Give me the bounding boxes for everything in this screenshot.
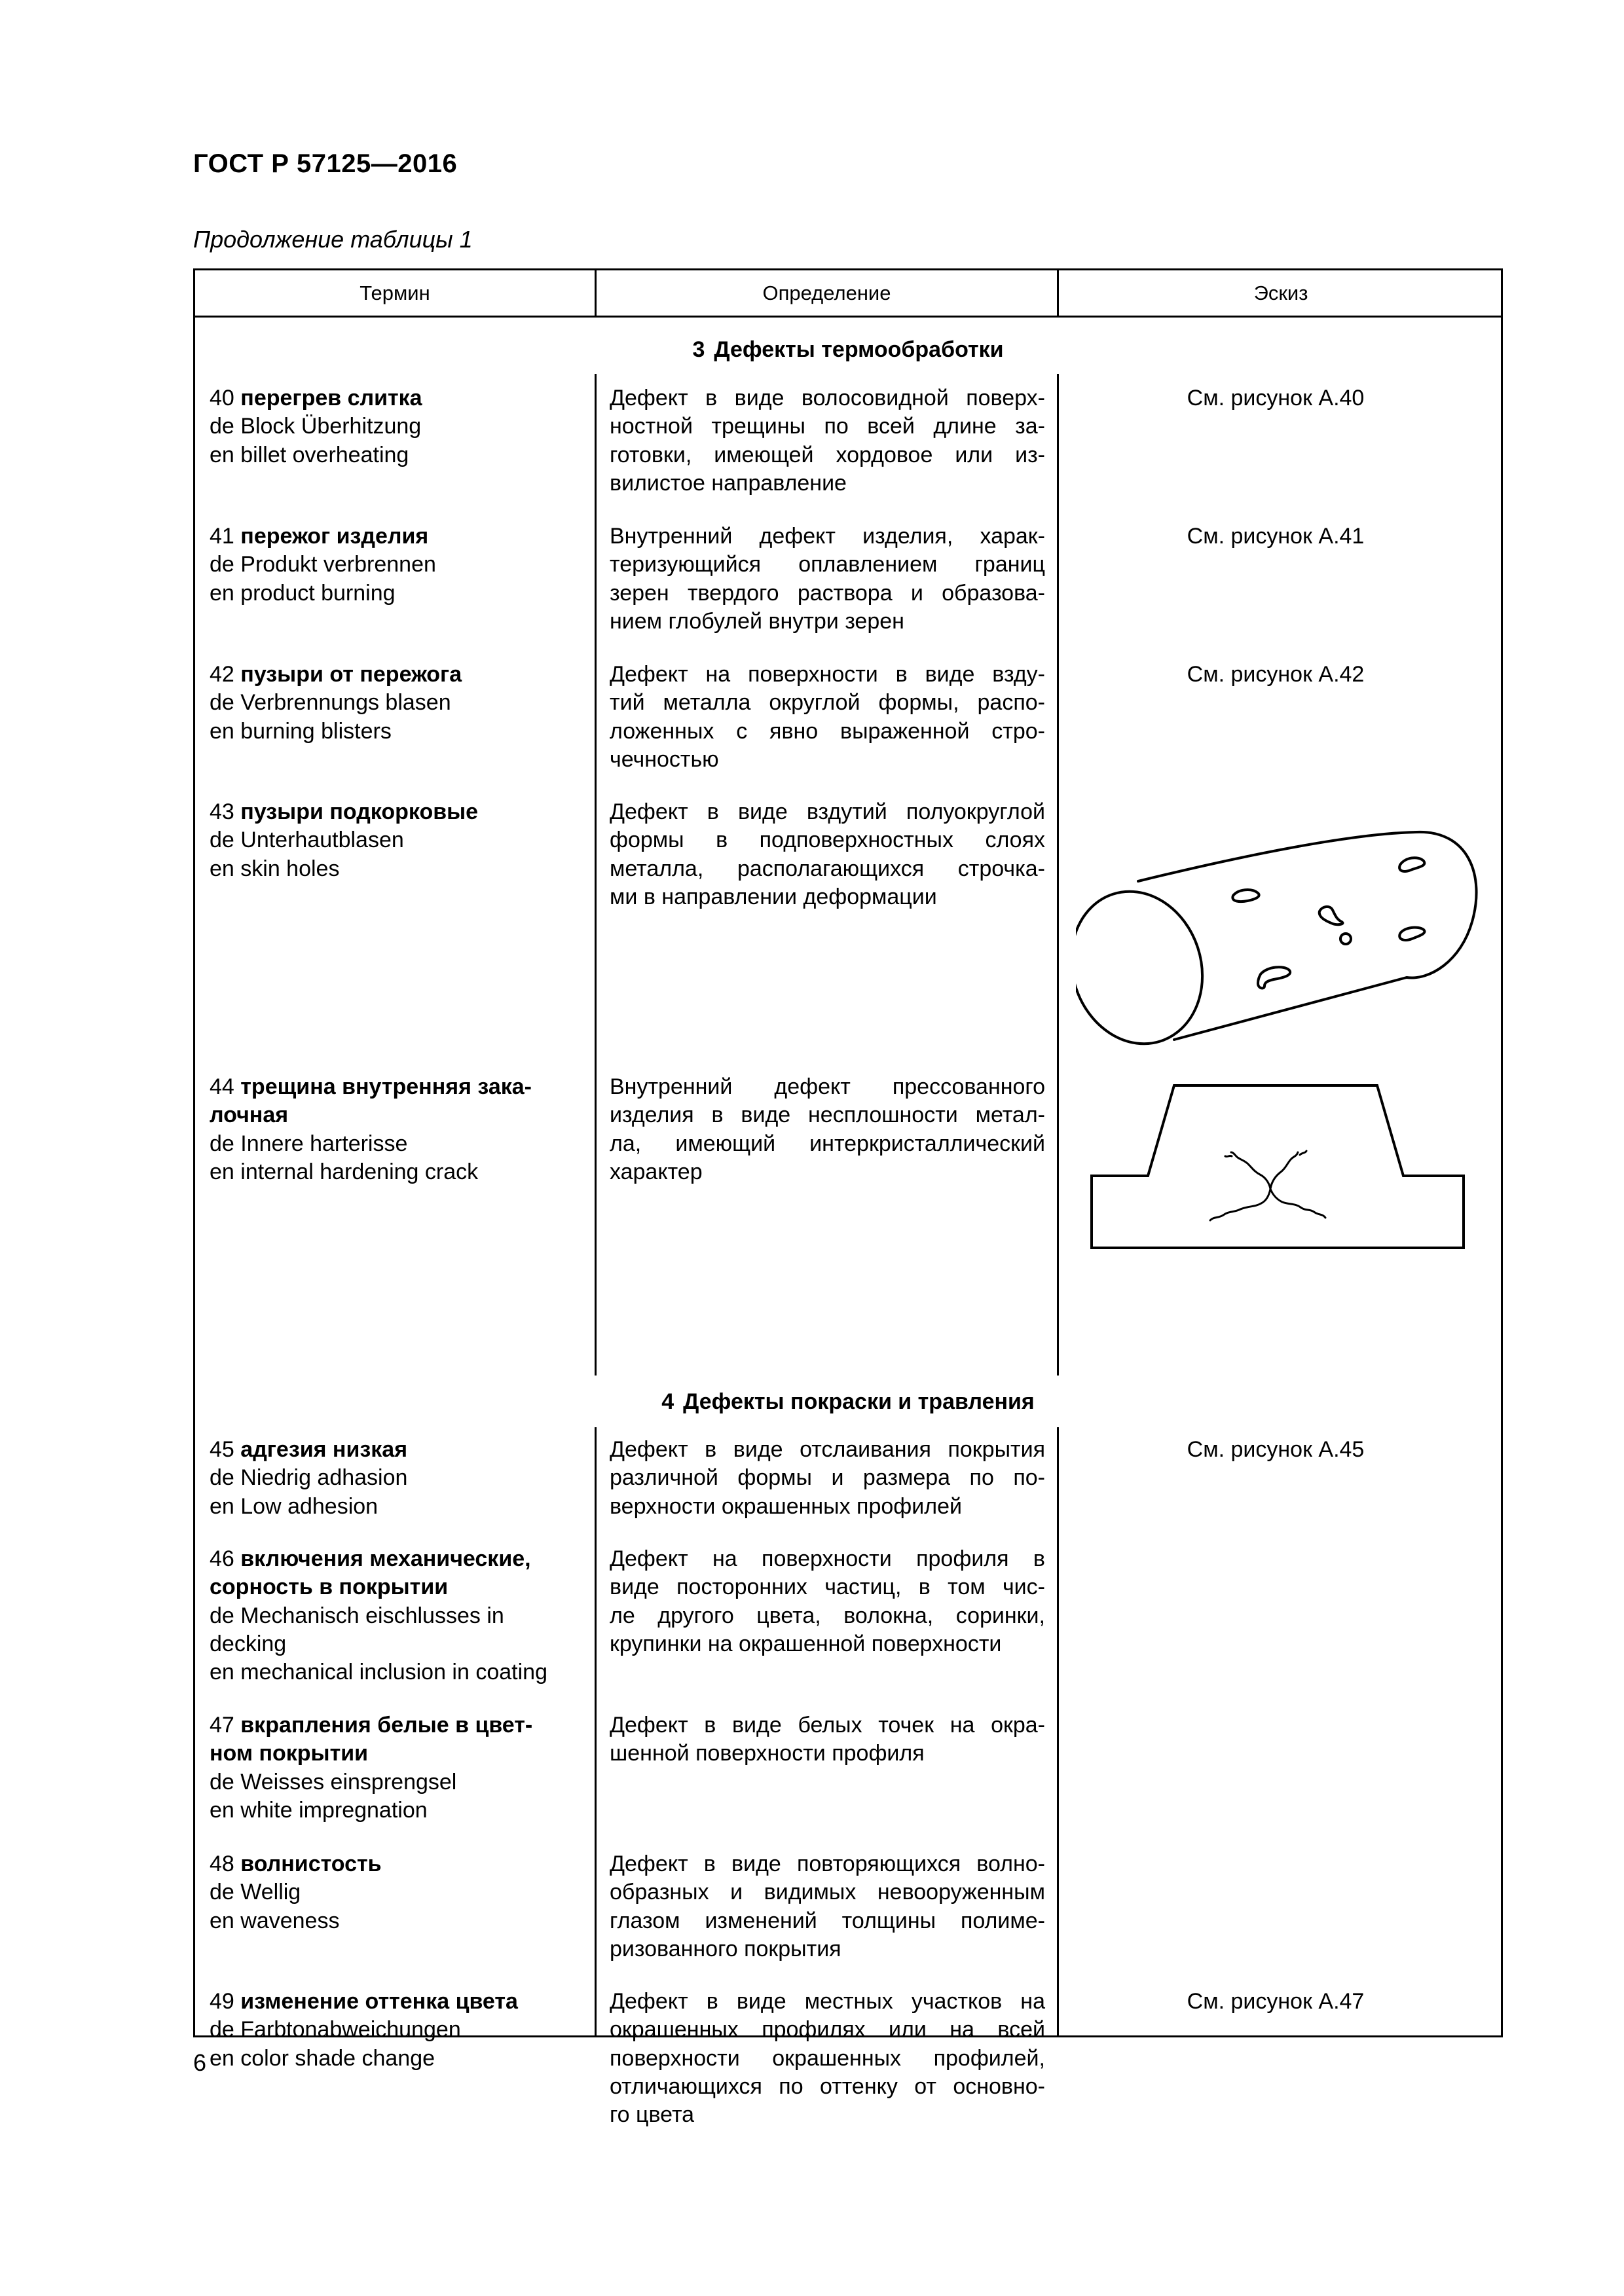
column-divider	[595, 270, 597, 318]
term-de: de Unterhautblasen	[210, 828, 404, 853]
term-en: en product burning	[210, 580, 396, 606]
skin-hole-mark	[1399, 858, 1424, 871]
term-name: адгезия низкая	[240, 1437, 408, 1462]
document-code: ГОСТ Р 57125—2016	[193, 149, 458, 178]
profile-outline	[1092, 1085, 1464, 1248]
definition-cell	[610, 1436, 1045, 1521]
section-number: 3	[692, 337, 705, 362]
term-en: en Low adhesion	[210, 1493, 378, 1519]
column-divider	[1057, 270, 1059, 318]
terms-table	[193, 268, 1503, 2128]
term-number: 42	[210, 662, 234, 687]
column-divider	[1057, 1427, 1059, 2037]
term-en: en billet overheating	[210, 442, 409, 467]
crack-mark	[1210, 1151, 1325, 1220]
skin-hole-mark	[1399, 928, 1424, 940]
term-de: de Produkt verbrennen	[210, 552, 436, 577]
section-name: Дефекты термообработки	[714, 337, 1004, 362]
term-en: en color shade change	[210, 2045, 435, 2071]
term-name-continued: лочная	[210, 1102, 289, 1128]
term-en: en mechanical inclusion in coating	[210, 1660, 547, 1685]
page-number: 6	[193, 2049, 207, 2076]
skin-hole-mark	[1258, 967, 1290, 988]
definition-line: зерен твердого раствора и образова-	[610, 580, 1045, 606]
definition-cell	[610, 1545, 1045, 1658]
definition-line: Дефект в виде повторяющихся волно-	[610, 1851, 1045, 1876]
term-cell	[210, 522, 584, 608]
cylinder-skin-holes-sketch	[1076, 830, 1482, 1046]
definition-cell	[610, 798, 1045, 911]
sketch-reference: См. рисунок А.45	[1187, 1437, 1365, 1462]
definition-cell	[610, 384, 1045, 498]
definition-line: ризованного покрытия	[610, 1936, 841, 1961]
term-number: 49	[210, 1989, 234, 2014]
section-name: Дефекты покраски и травления	[683, 1389, 1035, 1414]
definition-line: Дефект на поверхности в виде взду-	[610, 662, 1045, 687]
term-cell	[210, 798, 584, 883]
definition-cell	[610, 661, 1045, 774]
definition-cell	[610, 1850, 1045, 1963]
definition-cell	[610, 1988, 1045, 2129]
term-de: de Block Überhitzung	[210, 414, 422, 439]
term-name: пузыри от пережога	[240, 662, 462, 687]
definition-line: тий металла округлой формы, распо-	[610, 690, 1045, 716]
term-en: en burning blisters	[210, 718, 392, 744]
definition-line: го цвета	[610, 2102, 695, 2128]
skin-hole-mark	[1340, 934, 1351, 944]
term-name: перегрев слитка	[240, 386, 422, 410]
term-de: de Innere harterisse	[210, 1131, 408, 1156]
term-en: en skin holes	[210, 856, 340, 881]
term-name: вкрапления белые в цвет-	[240, 1713, 533, 1738]
definition-line: Внутренний дефект прессованного	[610, 1074, 1045, 1099]
term-de: de Wellig	[210, 1880, 301, 1905]
term-cell	[210, 1073, 584, 1186]
term-number: 48	[210, 1851, 234, 1876]
term-name: изменение оттенка цвета	[240, 1989, 518, 2014]
definition-line: характер	[610, 1159, 703, 1184]
definition-cell	[610, 1073, 1045, 1186]
definition-line: ла, имеющий интеркристаллический	[610, 1131, 1045, 1156]
term-cell	[210, 1436, 584, 1521]
sketch-reference: См. рисунок А.47	[1187, 1989, 1365, 2014]
term-cell	[210, 1545, 584, 1686]
term-en: en internal hardening crack	[210, 1159, 479, 1184]
table-caption: Продолжение таблицы 1	[193, 226, 473, 253]
term-number: 45	[210, 1437, 234, 1462]
definition-line: ложенных с явно выраженной стро-	[610, 718, 1045, 744]
definition-line: чечностью	[610, 746, 719, 772]
column-divider	[595, 1427, 597, 2037]
definition-line: ностной трещины по всей длине за-	[610, 414, 1045, 439]
term-number: 41	[210, 524, 234, 549]
definition-line: Дефект в виде белых точек на окра-	[610, 1713, 1045, 1738]
definition-line: ми в направлении деформации	[610, 884, 937, 909]
term-cell	[210, 661, 584, 746]
column-header-definition: Определение	[762, 281, 891, 304]
definition-line: нием глобулей внутри зерен	[610, 608, 904, 634]
skin-hole-mark	[1320, 907, 1343, 924]
definition-line: различной формы и размера по по-	[610, 1465, 1045, 1491]
term-number: 43	[210, 799, 234, 824]
definition-line: металла, располагающихся строчка-	[610, 856, 1045, 881]
column-header-term: Термин	[360, 281, 430, 304]
column-header-sketch: Эскиз	[1253, 281, 1308, 304]
definition-line: изделия в виде несплошности метал-	[610, 1102, 1045, 1128]
term-name-continued: сорность в покрытии	[210, 1575, 449, 1600]
term-name: волнистость	[240, 1851, 382, 1876]
term-cell	[210, 1711, 584, 1825]
definition-line: Дефект на поверхности профиля в	[610, 1546, 1045, 1571]
term-cell	[210, 1988, 584, 2073]
definition-line: Дефект в виде местных участков на	[610, 1989, 1045, 2014]
term-en: en waveness	[210, 1908, 340, 1933]
term-number: 47	[210, 1713, 234, 1738]
column-divider	[595, 374, 597, 1376]
cylinder-end-face	[1076, 874, 1222, 1046]
definition-line: крупинки на окрашенной поверхности	[610, 1631, 1002, 1656]
term-name: включения механические,	[240, 1546, 531, 1571]
term-de: de Farbtonabweichungen	[210, 2017, 461, 2043]
definition-line: теризующийся оплавлением границ	[610, 552, 1045, 577]
definition-line: верхности окрашенных профилей	[610, 1493, 962, 1519]
term-number: 40	[210, 386, 234, 410]
definition-line: виде посторонних частиц, в том чис-	[610, 1575, 1045, 1600]
term-de: de Mechanisch eischlusses in	[210, 1603, 504, 1628]
term-name: трещина внутренняя зака-	[240, 1074, 532, 1099]
term-name: пережог изделия	[240, 524, 429, 549]
section-title	[195, 337, 1501, 363]
definition-line: образных и видимых невооруженным	[610, 1880, 1045, 1905]
section-number: 4	[661, 1389, 674, 1414]
term-de-continued: decking	[210, 1631, 287, 1656]
term-number: 46	[210, 1546, 234, 1571]
term-de: de Niedrig adhasion	[210, 1465, 408, 1491]
definition-line: Дефект в виде волосовидной поверх-	[610, 386, 1045, 410]
definition-line: отличающихся по оттенку от основно-	[610, 2073, 1045, 2099]
definition-line: окрашенных профилях или на всей	[610, 2017, 1045, 2043]
sketch-reference: См. рисунок А.40	[1187, 386, 1365, 410]
definition-line: Дефект в виде вздутий полуокруглой	[610, 799, 1045, 824]
term-name: пузыри подкорковые	[240, 799, 479, 824]
sketch-reference: См. рисунок А.42	[1187, 662, 1365, 687]
definition-line: готовки, имеющей хордовое или из-	[610, 442, 1045, 467]
skin-hole-mark	[1232, 890, 1259, 902]
term-number: 44	[210, 1074, 234, 1099]
term-de: de Weisses einsprengsel	[210, 1769, 457, 1795]
profile-crack-sketch	[1089, 1079, 1467, 1249]
definition-line: поверхности окрашенных профилей,	[610, 2045, 1045, 2071]
sketch-reference: См. рисунок А.41	[1187, 524, 1365, 549]
term-de: de Verbrennungs blasen	[210, 690, 451, 716]
section-title	[195, 1389, 1501, 1415]
definition-line: глазом изменений толщины полиме-	[610, 1908, 1045, 1933]
term-cell	[210, 384, 584, 469]
term-cell	[210, 1850, 584, 1935]
definition-cell	[610, 522, 1045, 636]
definition-line: шенной поверхности профиля	[610, 1741, 925, 1766]
definition-line: вилистое направление	[610, 470, 847, 496]
definition-line: формы в подповерхностных слоях	[610, 828, 1045, 853]
definition-line: Внутренний дефект изделия, харак-	[610, 524, 1045, 549]
term-name-continued: ном покрытии	[210, 1741, 369, 1766]
term-en: en white impregnation	[210, 1797, 428, 1823]
header-divider	[195, 316, 1501, 318]
definition-line: Дефект в виде отслаивания покрытия	[610, 1437, 1045, 1462]
definition-line: ле другого цвета, волокна, соринки,	[610, 1603, 1045, 1628]
definition-cell	[610, 1711, 1045, 1768]
